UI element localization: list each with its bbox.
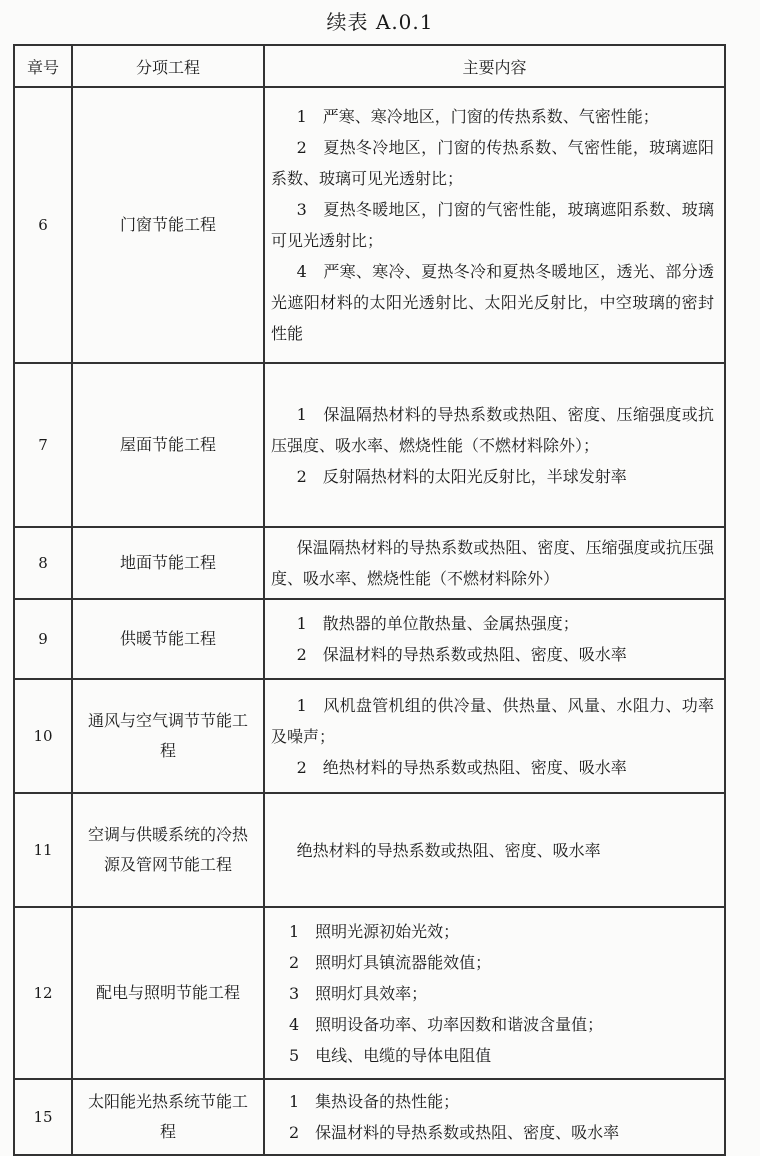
table-row (14, 679, 725, 793)
content-line: 绝热材料的导热系数或热阻、密度、吸水率 (296, 840, 601, 860)
content-line: 2 保温材料的导热系数或热阻、密度、吸水率 (296, 645, 627, 664)
project-name: 太阳能光热系统节能工程 (72, 1079, 264, 1155)
content-cell (264, 363, 725, 527)
materials-table (13, 44, 726, 1156)
header-chapter: 章号 (14, 45, 72, 87)
chapter-number: 10 (14, 679, 72, 793)
content-line: 1 散热器的单位散热量、金属热强度； (296, 614, 579, 633)
content-line: 3 照明灯具效率； (289, 983, 428, 1003)
content-line: 2 照明灯具镇流器能效值； (289, 952, 492, 972)
table-row (14, 907, 725, 1079)
project-name: 配电与照明节能工程 (72, 907, 264, 1079)
chapter-number: 11 (14, 793, 72, 907)
content-line: 5 电线、电缆的导体电阻值 (289, 1045, 492, 1065)
header-project: 分项工程 (72, 45, 264, 87)
table-row (14, 793, 725, 907)
content-line: 1 照明光源初始光效； (289, 921, 460, 941)
project-name: 地面节能工程 (72, 527, 264, 599)
table-caption: 续表 A.0.1 (326, 10, 434, 34)
content-line: 1 风机盘管机组的供冷量、供热量、风量、水阻力、功率及噪声； (271, 695, 714, 746)
table-row (14, 87, 725, 363)
table-header-row (14, 45, 725, 87)
content-line: 2 保温材料的导热系数或热阻、密度、吸水率 (289, 1123, 620, 1142)
content-line: 2 反射隔热材料的太阳光反射比，半球发射率 (296, 466, 627, 486)
content-line: 1 保温隔热材料的导热系数或热阻、密度、压缩强度或抗压强度、吸水率、燃烧性能（不燃材料除外）； (271, 404, 714, 455)
content-line: 2 夏热冬冷地区，门窗的传热系数、气密性能，玻璃遮阳系数、玻璃可见光透射比； (271, 138, 714, 188)
content-cell (264, 87, 725, 363)
content-cell (264, 527, 725, 599)
table-row (14, 599, 725, 679)
table-body (14, 87, 725, 1155)
content-line: 4 严寒、寒冷、夏热冬冷和夏热冬暖地区，透光、部分透光遮阳材料的太阳光透射比、太阳光反射比，中空玻璃的密封性能 (271, 262, 714, 343)
content-line: 保温隔热材料的导热系数或热阻、密度、压缩强度或抗压强度、吸水率、燃烧性能（不燃材料除外） (271, 538, 714, 588)
chapter-number: 8 (14, 527, 72, 599)
chapter-number: 7 (14, 363, 72, 527)
project-name: 空调与供暖系统的冷热源及管网节能工程 (72, 793, 264, 907)
content-cell (264, 679, 725, 793)
project-name: 供暖节能工程 (72, 599, 264, 679)
chapter-number: 15 (14, 1079, 72, 1155)
table-row (14, 527, 725, 599)
content-cell (264, 599, 725, 679)
chapter-number: 12 (14, 907, 72, 1079)
header-content: 主要内容 (264, 45, 725, 87)
content-line: 2 绝热材料的导热系数或热阻、密度、吸水率 (296, 757, 627, 777)
chapter-number: 9 (14, 599, 72, 679)
content-line: 4 照明设备功率、功率因数和谐波含量值； (289, 1014, 604, 1034)
content-line: 1 集热设备的热性能； (289, 1092, 460, 1111)
project-name: 通风与空气调节节能工程 (72, 679, 264, 793)
content-cell (264, 907, 725, 1079)
project-name: 屋面节能工程 (72, 363, 264, 527)
content-line: 3 夏热冬暖地区，门窗的气密性能，玻璃遮阳系数、玻璃可见光透射比； (271, 200, 714, 250)
project-name: 门窗节能工程 (72, 87, 264, 363)
content-line: 1 严寒、寒冷地区，门窗的传热系数、气密性能； (296, 107, 659, 126)
content-cell (264, 793, 725, 907)
chapter-number: 6 (14, 87, 72, 363)
table-row (14, 363, 725, 527)
